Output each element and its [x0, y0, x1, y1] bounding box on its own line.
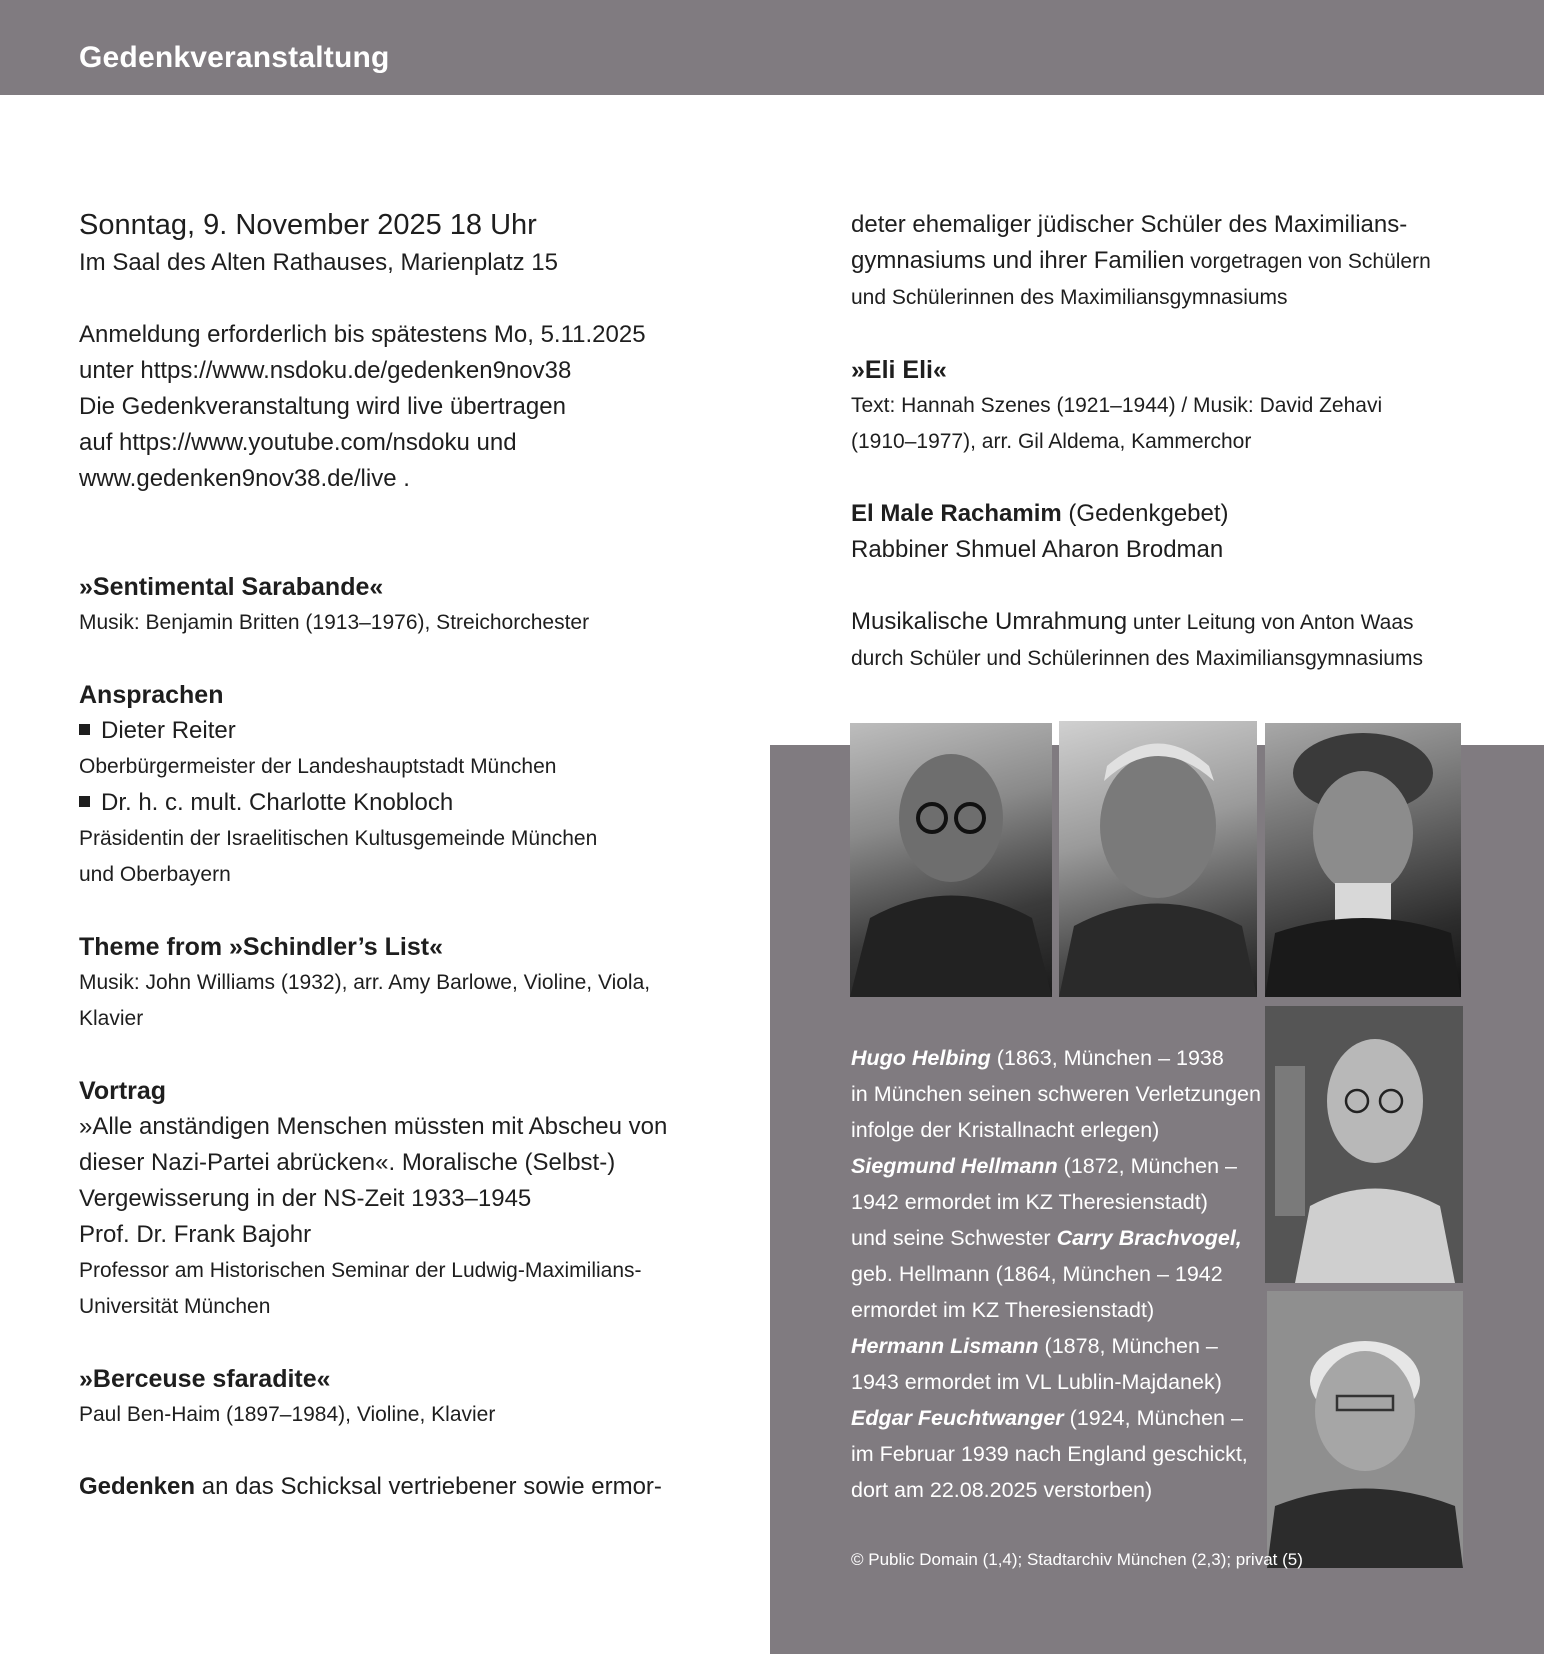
bullet-icon — [79, 796, 90, 807]
caption-line: ermordet im KZ Theresienstadt) — [851, 1298, 1155, 1322]
gedenken-text: Gedenken an das Schicksal vertriebener sowie ermor- — [79, 1473, 662, 1500]
gedenken-text: deter ehemaliger jüdischer Schüler des Maximilians- — [851, 211, 1408, 238]
caption-line: und seine Schwester Carry Brachvogel, — [851, 1226, 1242, 1250]
umrahmung-text: durch Schüler und Schülerinnen des Maximiliansgymnasiums — [851, 647, 1423, 670]
speaker-2-role: und Oberbayern — [79, 863, 231, 886]
vortrag-speaker: Prof. Dr. Frank Bajohr — [79, 1221, 312, 1248]
info-line: auf https://www.youtube.com/nsdoku und — [79, 429, 517, 456]
speaker-2-role: Präsidentin der Israelitischen Kultusgemeinde München — [79, 827, 598, 850]
vortrag-title: Vortrag — [79, 1077, 167, 1105]
sarabande-title: »Sentimental Sarabande« — [79, 573, 384, 601]
caption-line: im Februar 1939 nach England geschickt, — [851, 1442, 1248, 1466]
speaker-2: Dr. h. c. mult. Charlotte Knobloch — [79, 785, 689, 821]
ansprachen-title: Ansprachen — [79, 681, 224, 709]
eli-detail: Text: Hannah Szenes (1921–1944) / Musik: David Zehavi — [851, 394, 1383, 417]
right-column — [851, 207, 1461, 677]
schindler-detail: Klavier — [79, 1007, 144, 1030]
photo-credit: © Public Domain (1,4); Stadtarchiv München (2,3); privat (5) — [851, 1550, 1303, 1569]
portrait-1 — [850, 723, 1052, 997]
page-title: Gedenkveranstaltung — [79, 41, 390, 74]
photo-caption — [851, 1040, 1271, 1508]
umrahmung-text: Musikalische Umrahmung unter Leitung von Anton Waas — [851, 608, 1414, 635]
caption-line: infolge der Kristallnacht erlegen) — [851, 1118, 1160, 1142]
info-line: www.gedenken9nov38.de/live . — [79, 465, 410, 492]
speaker-1: Dieter Reiter — [79, 713, 689, 749]
vortrag-text: dieser Nazi-Partei abrücken«. Moralische (Selbst-) — [79, 1149, 616, 1176]
event-date: Sonntag, 9. November 2025 18 Uhr — [79, 209, 537, 241]
info-line: Anmeldung erforderlich bis spätestens Mo, 5.11.2025 — [79, 321, 646, 348]
vortrag-role: Professor am Historischen Seminar der Ludwig-Maximilians- — [79, 1259, 642, 1282]
caption-line: Siegmund Hellmann (1872, München – — [851, 1154, 1237, 1178]
portrait-4 — [1265, 1006, 1463, 1283]
caption-line: Edgar Feuchtwanger (1924, München – — [851, 1406, 1243, 1430]
info-line: Die Gedenkveranstaltung wird live übertragen — [79, 393, 566, 420]
event-venue: Im Saal des Alten Rathauses, Marienplatz 15 — [79, 249, 558, 276]
bullet-icon — [79, 724, 90, 735]
caption-line: geb. Hellmann (1864, München – 1942 — [851, 1262, 1223, 1286]
portrait-3 — [1265, 723, 1461, 997]
portrait-5 — [1267, 1291, 1463, 1568]
header-bar — [0, 0, 1544, 95]
sarabande-detail: Musik: Benjamin Britten (1913–1976), Streichorchester — [79, 611, 590, 634]
male-title: El Male Rachamim (Gedenkgebet) — [851, 500, 1229, 527]
vortrag-text: »Alle anständigen Menschen müssten mit Abscheu von — [79, 1113, 668, 1140]
schindler-title: Theme from »Schindler’s List« — [79, 933, 443, 961]
male-detail: Rabbiner Shmuel Aharon Brodman — [851, 536, 1224, 563]
info-line: unter https://www.nsdoku.de/gedenken9nov38 — [79, 357, 572, 384]
schindler-detail: Musik: John Williams (1932), arr. Amy Barlowe, Violine, Viola, — [79, 971, 651, 994]
caption-line: 1943 ermordet im VL Lublin-Majdanek) — [851, 1370, 1222, 1394]
speaker-1-role: Oberbürgermeister der Landeshauptstadt München — [79, 755, 557, 778]
caption-line: dort am 22.08.2025 verstorben) — [851, 1478, 1153, 1502]
caption-line: in München seinen schweren Verletzungen — [851, 1082, 1261, 1106]
berceuse-title: »Berceuse sfaradite« — [79, 1365, 331, 1393]
gedenken-text: und Schülerinnen des Maximiliansgymnasiums — [851, 286, 1288, 309]
vortrag-role: Universität München — [79, 1295, 271, 1318]
portrait-2 — [1059, 721, 1257, 997]
berceuse-detail: Paul Ben-Haim (1897–1984), Violine, Klavier — [79, 1403, 496, 1426]
vortrag-text: Vergewisserung in der NS-Zeit 1933–1945 — [79, 1185, 532, 1212]
left-column — [79, 205, 689, 1505]
gedenken-text: gymnasiums und ihrer Familien vorgetragen von Schülern — [851, 247, 1431, 274]
eli-detail: (1910–1977), arr. Gil Aldema, Kammerchor — [851, 430, 1252, 453]
caption-line: Hugo Helbing (1863, München – 1938 — [851, 1046, 1224, 1070]
caption-line: 1942 ermordet im KZ Theresienstadt) — [851, 1190, 1208, 1214]
caption-line: Hermann Lismann (1878, München – — [851, 1334, 1218, 1358]
eli-title: »Eli Eli« — [851, 356, 947, 384]
